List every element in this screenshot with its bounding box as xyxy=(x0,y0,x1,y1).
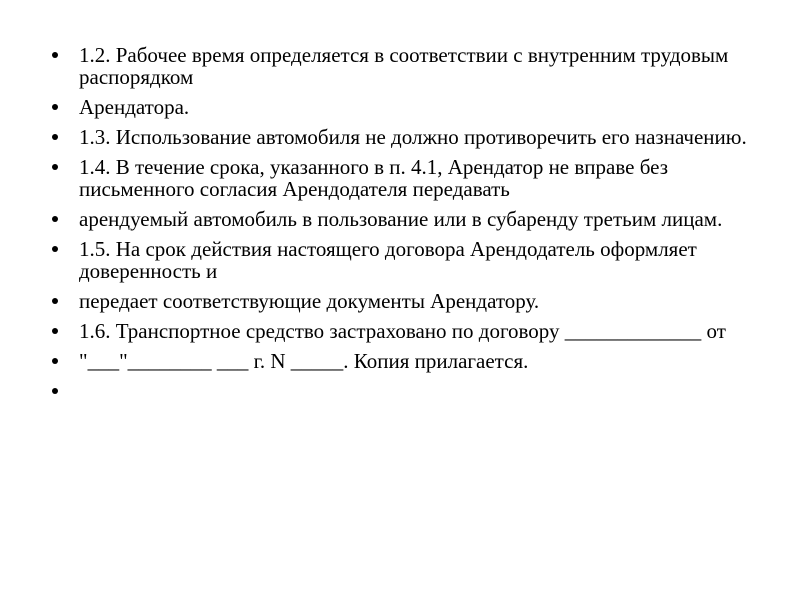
bullet-text: 1.4. В течение срока, указанного в п. 4.1, Арендатор не вправе без письменного согласия Арендодателя передавать xyxy=(79,155,674,201)
list-item xyxy=(44,208,764,230)
bullet-icon xyxy=(52,52,58,58)
bullet-text: 1.6. Транспортное средство застраховано по договору _____________ от xyxy=(79,319,726,343)
list-item xyxy=(44,126,764,148)
bullet-icon xyxy=(52,164,58,170)
bullet-icon xyxy=(52,358,58,364)
bullet-text: Арендатора. xyxy=(79,95,190,119)
list-item xyxy=(44,380,764,402)
bullet-icon xyxy=(52,328,58,334)
bullet-text: арендуемый автомобиль в пользование или в субаренду третьим лицам. xyxy=(79,207,723,231)
bullet-text: 1.3. Использование автомобиля не должно противоречить его назначению. xyxy=(79,125,747,149)
list-item xyxy=(44,320,764,342)
bullet-icon xyxy=(52,134,58,140)
bullet-text: "___"________ ___ г. N _____. Копия прилагается. xyxy=(79,349,529,373)
list-item xyxy=(44,156,764,200)
bullet-icon xyxy=(52,216,58,222)
bullet-text: 1.5. На срок действия настоящего договора Арендодатель оформляет доверенность и xyxy=(79,237,703,283)
list-item xyxy=(44,238,764,282)
bullet-text: 1.2. Рабочее время определяется в соответствии с внутренним трудовым распорядком xyxy=(79,43,734,89)
bullet-list xyxy=(44,44,764,410)
bullet-icon xyxy=(52,298,58,304)
list-item xyxy=(44,290,764,312)
list-item xyxy=(44,44,764,88)
bullet-icon xyxy=(52,246,58,252)
list-item xyxy=(44,350,764,372)
bullet-icon xyxy=(52,104,58,110)
bullet-text: передает соответствующие документы Арендатору. xyxy=(79,289,540,313)
list-item xyxy=(44,96,764,118)
bullet-icon xyxy=(52,388,58,394)
